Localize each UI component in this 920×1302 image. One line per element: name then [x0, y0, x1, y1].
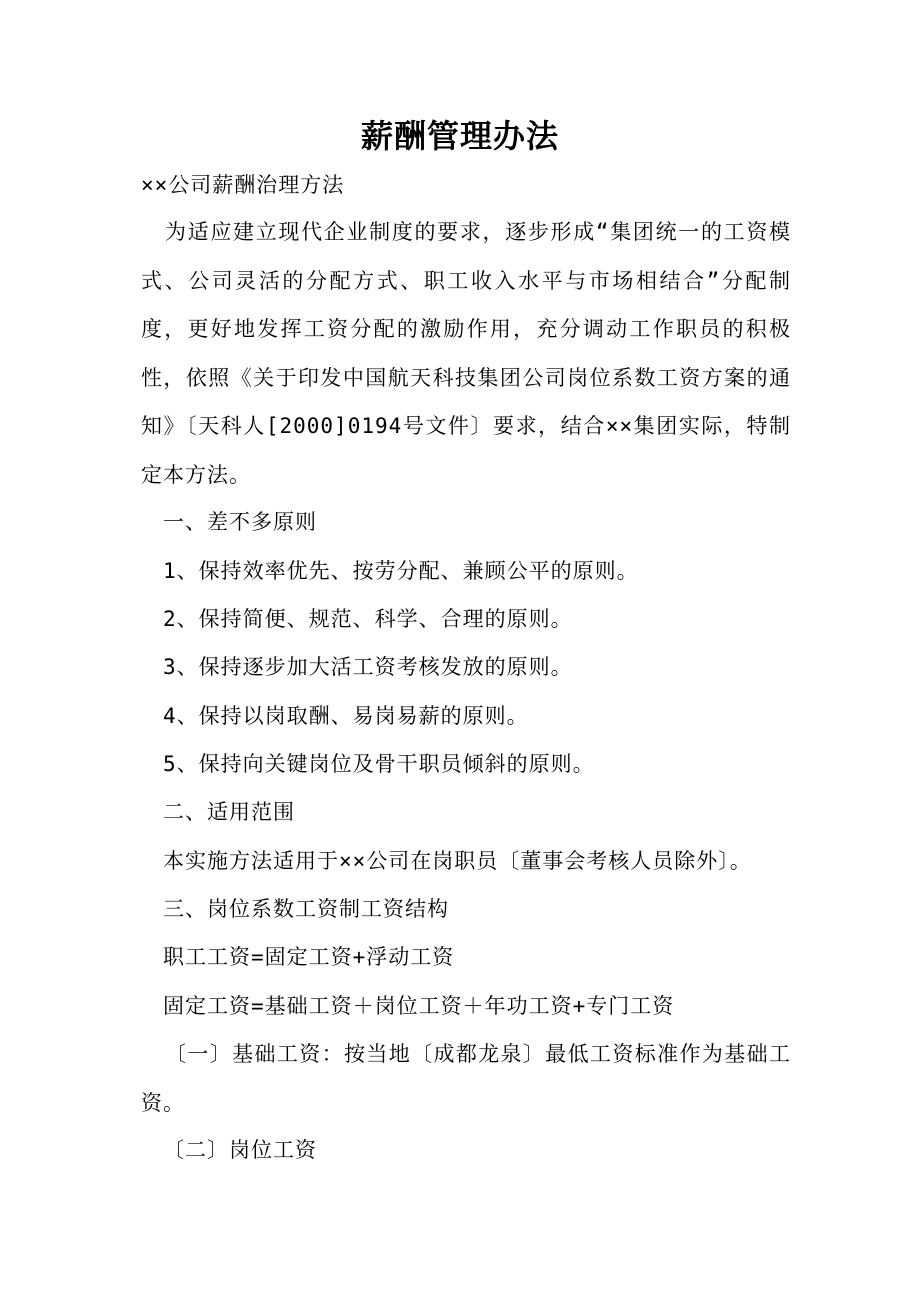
scope-text: 本实施方法适用于××公司在岗职员〔董事会考核人员除外〕。 — [163, 849, 752, 873]
principle-item: 1、保持效率优先、按劳分配、兼顾公平的原则。 — [163, 559, 639, 583]
section-heading-structure: 三、岗位系数工资制工资结构 — [163, 897, 449, 921]
principle-item: 3、保持逐步加大活工资考核发放的原则。 — [163, 655, 573, 679]
subsection-heading-post-salary: 〔二〕岗位工资 — [163, 1138, 317, 1162]
document-subtitle: ××公司薪酬治理方法 — [141, 173, 345, 197]
formula-line: 职工工资=固定工资+浮动工资 — [163, 945, 455, 969]
principle-item: 5、保持向关键岗位及骨干职员倾斜的原则。 — [163, 752, 595, 776]
document-title: 薪酬管理办法 — [360, 117, 559, 155]
formula-line: 固定工资=基础工资＋岗位工资＋年功工资+专门工资 — [163, 994, 675, 1018]
section-heading-scope: 二、适用范围 — [163, 800, 295, 824]
section-heading-principles: 一、差不多原则 — [163, 510, 317, 534]
principle-item: 2、保持简便、规范、科学、合理的原则。 — [163, 607, 573, 631]
intro-paragraph: 为适应建立现代企业制度的要求，逐步形成“集团统一的工资模式、公司灵活的分配方式、职工收入水平与市场相结合”分配制度，更好地发挥工资分配的激励作用，充分调动工作职员的积极性，依照《关于印发中国航天科技集团公司岗位系数工资方案的通知》〔天科人[2000]0194号文件〕要求，结合××集团实际，特制定本方法。 — [141, 220, 791, 487]
base-salary-paragraph: 〔一〕基础工资：按当地〔成都龙泉〕最低工资标准作为基础工资。 — [141, 1042, 791, 1115]
principle-item: 4、保持以岗取酬、易岗易薪的原则。 — [163, 704, 529, 728]
